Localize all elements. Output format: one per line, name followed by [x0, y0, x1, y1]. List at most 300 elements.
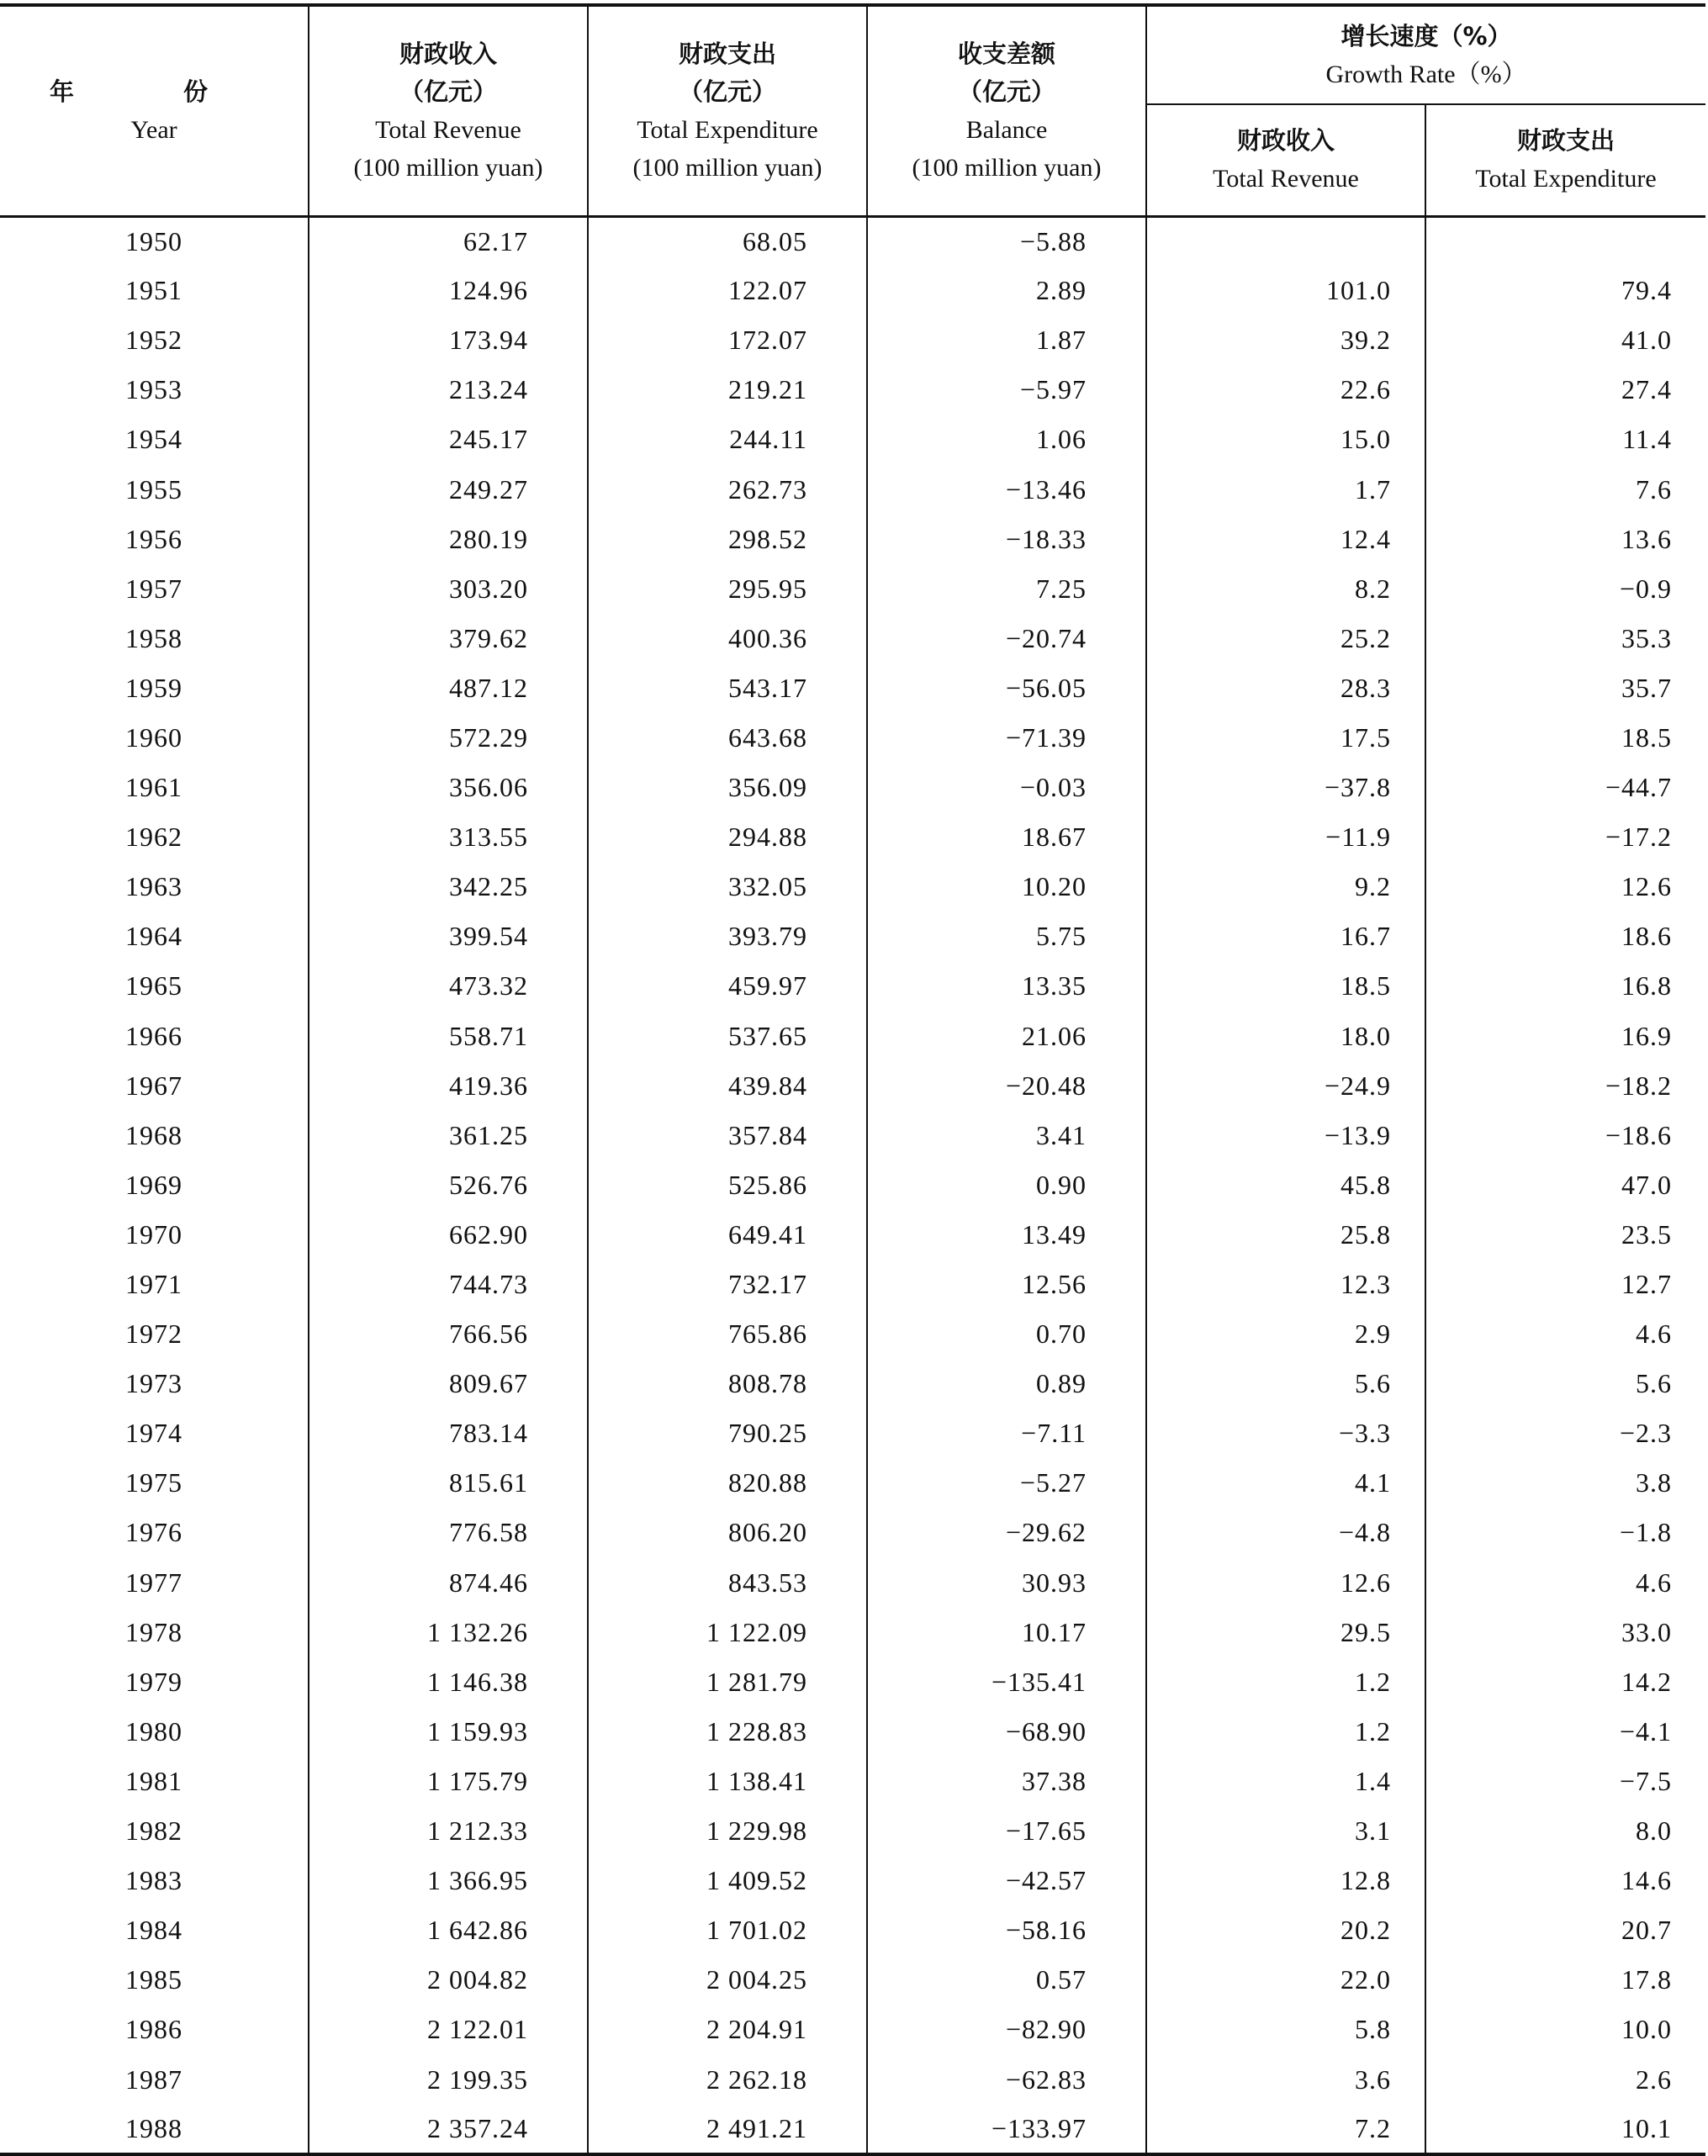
cell-expenditure: 172.07 [588, 315, 867, 365]
header-revenue-unit-en: (100 million yuan) [353, 153, 543, 182]
header-year-zh: 年 份 [49, 77, 259, 106]
table-row [0, 1508, 1705, 1557]
table-row [0, 1856, 1705, 1905]
cell-growth-expenditure: −18.2 [1605, 1070, 1672, 1101]
cell-year: 1975 [0, 1458, 309, 1508]
cell-revenue: 361.25 [309, 1111, 588, 1160]
cell-balance: 5.75 [867, 912, 1146, 961]
table-row [0, 365, 1705, 415]
table-header [0, 5, 1705, 216]
cell-growth-expenditure: 41.0 [1621, 325, 1672, 356]
cell-growth-expenditure: 4.6 [1636, 1567, 1672, 1598]
table-row [0, 614, 1705, 663]
cell-revenue: 1 212.33 [309, 1806, 588, 1856]
cell-year: 1956 [0, 515, 309, 564]
cell-growth-revenue: 3.1 [1146, 1806, 1425, 1856]
cell-year: 1977 [0, 1558, 309, 1608]
cell-expenditure: 1 701.02 [588, 1905, 867, 1955]
cell-year: 1962 [0, 812, 309, 862]
header-growth-revenue [1146, 104, 1425, 216]
table-row [0, 713, 1705, 763]
cell-year: 1958 [0, 614, 309, 663]
cell-revenue: 2 122.01 [309, 2005, 588, 2054]
table-row [0, 663, 1705, 713]
cell-year: 1954 [0, 415, 309, 464]
cell-year: 1979 [0, 1657, 309, 1707]
cell-growth-revenue: 15.0 [1146, 415, 1425, 464]
cell-growth-expenditure: −18.6 [1605, 1119, 1672, 1150]
cell-revenue: 776.58 [309, 1508, 588, 1557]
cell-growth-revenue: 25.2 [1146, 614, 1425, 663]
cell-growth-expenditure: 11.4 [1622, 424, 1672, 455]
cell-year: 1982 [0, 1806, 309, 1856]
cell-expenditure: 400.36 [588, 614, 867, 663]
cell-growth-expenditure: 20.7 [1621, 1915, 1672, 1946]
cell-growth-expenditure: 4.6 [1636, 1318, 1672, 1350]
cell-growth-expenditure: 7.6 [1636, 473, 1672, 505]
cell-year: 1955 [0, 464, 309, 514]
cell-balance: −13.46 [867, 464, 1146, 514]
cell-year: 1966 [0, 1012, 309, 1061]
cell-revenue: 558.71 [309, 1012, 588, 1061]
cell-revenue: 342.25 [309, 862, 588, 912]
cell-revenue: 1 642.86 [309, 1905, 588, 1955]
cell-revenue: 1 175.79 [309, 1757, 588, 1806]
table-row [0, 1806, 1705, 1856]
cell-expenditure: 1 122.09 [588, 1608, 867, 1657]
cell-revenue: 487.12 [309, 663, 588, 713]
cell-balance: 1.87 [867, 315, 1146, 365]
cell-revenue: 1 146.38 [309, 1657, 588, 1707]
header-growth-expenditure-en: Total Expenditure [1475, 165, 1657, 193]
cell-balance: 0.90 [867, 1160, 1146, 1210]
cell-growth-revenue: −4.8 [1146, 1508, 1425, 1557]
cell-balance: 7.25 [867, 564, 1146, 614]
cell-revenue: 473.32 [309, 961, 588, 1011]
header-growth-expenditure [1425, 104, 1705, 216]
cell-expenditure: 649.41 [588, 1210, 867, 1260]
cell-growth-expenditure: −17.2 [1605, 822, 1672, 853]
table-row [0, 1359, 1705, 1408]
cell-expenditure: 843.53 [588, 1558, 867, 1608]
header-expenditure [588, 5, 867, 216]
cell-balance: −17.65 [867, 1806, 1146, 1856]
cell-revenue: 124.96 [309, 266, 588, 315]
cell-growth-revenue: 12.4 [1146, 515, 1425, 564]
cell-balance: −18.33 [867, 515, 1146, 564]
cell-balance: 3.41 [867, 1111, 1146, 1160]
cell-growth-expenditure: 3.8 [1636, 1467, 1672, 1498]
cell-revenue: 303.20 [309, 564, 588, 614]
table-row [0, 315, 1705, 365]
cell-growth-revenue: 12.3 [1146, 1260, 1425, 1309]
table-row [0, 216, 1705, 266]
cell-revenue: 419.36 [309, 1061, 588, 1111]
cell-revenue: 2 199.35 [309, 2054, 588, 2104]
cell-balance: −133.97 [867, 2105, 1146, 2154]
table-row [0, 1309, 1705, 1359]
fiscal-revenue-expenditure-table [0, 3, 1705, 2156]
cell-year: 1957 [0, 564, 309, 614]
cell-year: 1985 [0, 1955, 309, 2005]
cell-balance: −71.39 [867, 713, 1146, 763]
cell-growth-revenue: 29.5 [1146, 1608, 1425, 1657]
cell-growth-revenue: 12.8 [1146, 1856, 1425, 1905]
cell-balance: 18.67 [867, 812, 1146, 862]
table-row [0, 812, 1705, 862]
cell-growth-revenue: 39.2 [1146, 315, 1425, 365]
cell-revenue: 2 004.82 [309, 1955, 588, 2005]
cell-revenue: 1 132.26 [309, 1608, 588, 1657]
cell-expenditure: 643.68 [588, 713, 867, 763]
cell-revenue: 213.24 [309, 365, 588, 415]
cell-growth-revenue: 22.6 [1146, 365, 1425, 415]
cell-growth-expenditure: 10.1 [1425, 2105, 1705, 2154]
header-balance-en: Balance [965, 115, 1048, 144]
cell-growth-expenditure: 14.6 [1621, 1865, 1672, 1896]
cell-revenue: 280.19 [309, 515, 588, 564]
header-balance-zh: 收支差额 [957, 39, 1055, 68]
cell-growth-expenditure: 2.6 [1636, 2064, 1672, 2095]
cell-growth-expenditure: 16.9 [1621, 1020, 1672, 1051]
table-row [0, 2105, 1705, 2154]
cell-balance: 12.56 [867, 1260, 1146, 1309]
cell-balance: −0.03 [867, 763, 1146, 812]
cell-growth-expenditure: 16.8 [1621, 970, 1672, 1001]
cell-growth-expenditure: 13.6 [1621, 523, 1672, 554]
cell-expenditure: 295.95 [588, 564, 867, 614]
cell-balance: −58.16 [867, 1905, 1146, 1955]
cell-year: 1978 [0, 1608, 309, 1657]
cell-balance: 0.57 [867, 1955, 1146, 2005]
cell-expenditure: 262.73 [588, 464, 867, 514]
cell-balance: −20.48 [867, 1061, 1146, 1111]
cell-revenue: 1 366.95 [309, 1856, 588, 1905]
table-row [0, 1608, 1705, 1657]
cell-growth-expenditure: 23.5 [1621, 1218, 1672, 1250]
cell-revenue: 809.67 [309, 1359, 588, 1408]
cell-expenditure: 294.88 [588, 812, 867, 862]
table-body [0, 216, 1705, 2154]
cell-growth-expenditure: 27.4 [1621, 374, 1672, 405]
header-growth-zh: 增长速度（%） [1340, 21, 1512, 50]
header-balance [867, 5, 1146, 216]
table-row [0, 1160, 1705, 1210]
cell-expenditure: 2 491.21 [588, 2105, 867, 2154]
cell-balance: −82.90 [867, 2005, 1146, 2054]
cell-growth-expenditure: −7.5 [1619, 1765, 1672, 1796]
table-row [0, 961, 1705, 1011]
table-row [0, 464, 1705, 514]
cell-expenditure: 820.88 [588, 1458, 867, 1508]
cell-growth-revenue: 28.3 [1146, 663, 1425, 713]
cell-balance: 21.06 [867, 1012, 1146, 1061]
cell-year: 1971 [0, 1260, 309, 1309]
cell-balance: −5.88 [867, 216, 1146, 266]
cell-expenditure: 1 138.41 [588, 1757, 867, 1806]
cell-expenditure: 1 229.98 [588, 1806, 867, 1856]
cell-growth-revenue: 12.6 [1146, 1558, 1425, 1608]
cell-growth-revenue: 17.5 [1146, 713, 1425, 763]
cell-expenditure: 122.07 [588, 266, 867, 315]
cell-expenditure: 806.20 [588, 1508, 867, 1557]
cell-balance: −29.62 [867, 1508, 1146, 1557]
cell-balance: 30.93 [867, 1558, 1146, 1608]
cell-growth-expenditure: 35.3 [1621, 622, 1672, 653]
table-row [0, 1657, 1705, 1707]
cell-growth-revenue: 3.6 [1146, 2054, 1425, 2104]
cell-growth-revenue: 25.8 [1146, 1210, 1425, 1260]
cell-year: 1952 [0, 315, 309, 365]
cell-year: 1950 [0, 216, 309, 266]
cell-year: 1983 [0, 1856, 309, 1905]
table-row [0, 1408, 1705, 1458]
cell-growth-revenue: −37.8 [1146, 763, 1425, 812]
cell-growth-expenditure: −4.1 [1619, 1715, 1672, 1746]
cell-year: 1960 [0, 713, 309, 763]
cell-growth-expenditure: 47.0 [1621, 1169, 1672, 1200]
cell-growth-revenue: 18.5 [1146, 961, 1425, 1011]
cell-year: 1963 [0, 862, 309, 912]
cell-growth-revenue: 101.0 [1146, 266, 1425, 315]
cell-revenue: 2 357.24 [309, 2105, 588, 2154]
cell-expenditure: 439.84 [588, 1061, 867, 1111]
cell-growth-expenditure: 33.0 [1621, 1616, 1672, 1647]
cell-expenditure: 459.97 [588, 961, 867, 1011]
cell-balance: 0.89 [867, 1359, 1146, 1408]
header-expenditure-unit-en: (100 million yuan) [632, 153, 822, 182]
cell-revenue: 815.61 [309, 1458, 588, 1508]
cell-expenditure: 332.05 [588, 862, 867, 912]
cell-balance: 10.20 [867, 862, 1146, 912]
cell-growth-expenditure: 5.6 [1636, 1368, 1672, 1399]
cell-growth-expenditure: 12.6 [1621, 871, 1672, 902]
cell-expenditure: 1 228.83 [588, 1707, 867, 1757]
header-growth-expenditure-zh: 财政支出 [1516, 126, 1615, 156]
cell-balance: −20.74 [867, 614, 1146, 663]
header-year [0, 5, 309, 216]
cell-growth-revenue: 5.8 [1146, 2005, 1425, 2054]
cell-growth-expenditure: 79.4 [1621, 275, 1672, 306]
cell-expenditure: 244.11 [588, 415, 867, 464]
cell-growth-revenue: 2.9 [1146, 1309, 1425, 1359]
cell-growth-revenue: 45.8 [1146, 1160, 1425, 1210]
table-row [0, 266, 1705, 315]
cell-growth-revenue: 5.6 [1146, 1359, 1425, 1408]
header-balance-unit-en: (100 million yuan) [912, 153, 1102, 182]
cell-year: 1953 [0, 365, 309, 415]
cell-growth-revenue: −3.3 [1146, 1408, 1425, 1458]
cell-expenditure: 2 262.18 [588, 2054, 867, 2104]
cell-expenditure: 808.78 [588, 1359, 867, 1408]
cell-expenditure: 525.86 [588, 1160, 867, 1210]
cell-expenditure: 2 004.25 [588, 1955, 867, 2005]
header-growth-rate [1146, 5, 1705, 104]
cell-balance: 13.49 [867, 1210, 1146, 1260]
cell-revenue: 173.94 [309, 315, 588, 365]
cell-balance: −135.41 [867, 1657, 1146, 1707]
cell-year: 1981 [0, 1757, 309, 1806]
table-row [0, 2005, 1705, 2054]
table-row [0, 564, 1705, 614]
cell-balance: 2.89 [867, 266, 1146, 315]
table-row [0, 912, 1705, 961]
cell-growth-revenue: −11.9 [1146, 812, 1425, 862]
cell-growth-expenditure: 8.0 [1636, 1815, 1672, 1847]
cell-year: 1969 [0, 1160, 309, 1210]
cell-expenditure: 1 281.79 [588, 1657, 867, 1707]
cell-expenditure: 68.05 [588, 216, 867, 266]
cell-revenue: 766.56 [309, 1309, 588, 1359]
cell-expenditure: 298.52 [588, 515, 867, 564]
cell-revenue: 62.17 [309, 216, 588, 266]
cell-growth-expenditure: 18.6 [1621, 921, 1672, 952]
cell-revenue: 249.27 [309, 464, 588, 514]
cell-year: 1972 [0, 1309, 309, 1359]
cell-revenue: 874.46 [309, 1558, 588, 1608]
header-revenue-unit-zh: （亿元） [399, 77, 497, 106]
cell-growth-revenue: 8.2 [1146, 564, 1425, 614]
cell-expenditure: 357.84 [588, 1111, 867, 1160]
cell-expenditure: 765.86 [588, 1309, 867, 1359]
cell-revenue: 356.06 [309, 763, 588, 812]
cell-expenditure: 790.25 [588, 1408, 867, 1458]
cell-year: 1951 [0, 266, 309, 315]
cell-expenditure: 732.17 [588, 1260, 867, 1309]
cell-growth-revenue: 7.2 [1146, 2105, 1425, 2154]
header-expenditure-zh: 财政支出 [678, 39, 776, 68]
table-row [0, 515, 1705, 564]
cell-growth-expenditure: −0.9 [1619, 573, 1672, 604]
cell-year: 1976 [0, 1508, 309, 1557]
cell-balance: −5.27 [867, 1458, 1146, 1508]
table-row [0, 1111, 1705, 1160]
header-revenue [309, 5, 588, 216]
cell-year: 1973 [0, 1359, 309, 1408]
cell-growth-expenditure: −1.8 [1619, 1517, 1672, 1548]
cell-year: 1967 [0, 1061, 309, 1111]
cell-expenditure: 1 409.52 [588, 1856, 867, 1905]
cell-expenditure: 393.79 [588, 912, 867, 961]
cell-revenue: 313.55 [309, 812, 588, 862]
cell-year: 1986 [0, 2005, 309, 2054]
cell-growth-expenditure: 14.2 [1621, 1666, 1672, 1697]
cell-expenditure: 219.21 [588, 365, 867, 415]
cell-revenue: 526.76 [309, 1160, 588, 1210]
table-row [0, 1707, 1705, 1757]
cell-balance: 1.06 [867, 415, 1146, 464]
cell-growth-revenue: 9.2 [1146, 862, 1425, 912]
cell-year: 1959 [0, 663, 309, 713]
cell-growth-revenue: 1.7 [1146, 464, 1425, 514]
cell-balance: −56.05 [867, 663, 1146, 713]
cell-expenditure: 356.09 [588, 763, 867, 812]
table-row [0, 2054, 1705, 2104]
cell-balance: 37.38 [867, 1757, 1146, 1806]
cell-year: 1984 [0, 1905, 309, 1955]
cell-growth-revenue [1146, 216, 1425, 266]
header-balance-unit-zh: （亿元） [957, 77, 1055, 106]
cell-revenue: 245.17 [309, 415, 588, 464]
cell-growth-expenditure: 12.7 [1621, 1269, 1672, 1300]
table-row [0, 1061, 1705, 1111]
table-row [0, 1458, 1705, 1508]
cell-growth-revenue: 4.1 [1146, 1458, 1425, 1508]
cell-growth-revenue: 1.2 [1146, 1707, 1425, 1757]
table-row [0, 1757, 1705, 1806]
cell-growth-expenditure [1425, 216, 1705, 266]
cell-growth-expenditure: 17.8 [1621, 1964, 1672, 1995]
cell-growth-revenue: 22.0 [1146, 1955, 1425, 2005]
cell-growth-revenue: −13.9 [1146, 1111, 1425, 1160]
cell-revenue: 572.29 [309, 713, 588, 763]
table-row [0, 1955, 1705, 2005]
header-expenditure-en: Total Expenditure [637, 115, 818, 144]
cell-revenue: 379.62 [309, 614, 588, 663]
cell-balance: 0.70 [867, 1309, 1146, 1359]
header-year-en: Year [130, 115, 177, 144]
cell-growth-revenue: 20.2 [1146, 1905, 1425, 1955]
cell-year: 1961 [0, 763, 309, 812]
cell-growth-revenue: 16.7 [1146, 912, 1425, 961]
table-row [0, 1210, 1705, 1260]
cell-balance: −68.90 [867, 1707, 1146, 1757]
cell-expenditure: 537.65 [588, 1012, 867, 1061]
header-growth-revenue-en: Total Revenue [1213, 165, 1359, 193]
header-revenue-zh: 财政收入 [399, 39, 497, 68]
table-row [0, 1012, 1705, 1061]
cell-expenditure: 2 204.91 [588, 2005, 867, 2054]
cell-year: 1970 [0, 1210, 309, 1260]
cell-revenue: 399.54 [309, 912, 588, 961]
cell-balance: −42.57 [867, 1856, 1146, 1905]
cell-year: 1988 [0, 2105, 309, 2154]
cell-growth-revenue: −24.9 [1146, 1061, 1425, 1111]
cell-growth-expenditure: 18.5 [1621, 721, 1672, 753]
cell-balance: −7.11 [867, 1408, 1146, 1458]
cell-year: 1974 [0, 1408, 309, 1458]
header-revenue-en: Total Revenue [375, 115, 521, 144]
cell-revenue: 1 159.93 [309, 1707, 588, 1757]
cell-balance: −5.97 [867, 365, 1146, 415]
table-row [0, 1558, 1705, 1608]
cell-year: 1968 [0, 1111, 309, 1160]
table-row [0, 862, 1705, 912]
cell-revenue: 662.90 [309, 1210, 588, 1260]
cell-growth-expenditure: −2.3 [1619, 1418, 1672, 1449]
cell-year: 1965 [0, 961, 309, 1011]
header-expenditure-unit-zh: （亿元） [678, 77, 776, 106]
table-row [0, 763, 1705, 812]
cell-year: 1987 [0, 2054, 309, 2104]
cell-growth-expenditure: −44.7 [1605, 772, 1672, 803]
header-growth-revenue-zh: 财政收入 [1236, 126, 1335, 156]
cell-revenue: 783.14 [309, 1408, 588, 1458]
cell-balance: 13.35 [867, 961, 1146, 1011]
table-row [0, 415, 1705, 464]
table-row [0, 1905, 1705, 1955]
cell-growth-revenue: 18.0 [1146, 1012, 1425, 1061]
cell-growth-expenditure: 35.7 [1621, 672, 1672, 703]
cell-revenue: 744.73 [309, 1260, 588, 1309]
cell-balance: 10.17 [867, 1608, 1146, 1657]
cell-expenditure: 543.17 [588, 663, 867, 713]
table-row [0, 1260, 1705, 1309]
cell-year: 1980 [0, 1707, 309, 1757]
cell-growth-revenue: 1.2 [1146, 1657, 1425, 1707]
cell-growth-revenue: 1.4 [1146, 1757, 1425, 1806]
header-growth-en: Growth Rate（%） [1325, 60, 1527, 88]
